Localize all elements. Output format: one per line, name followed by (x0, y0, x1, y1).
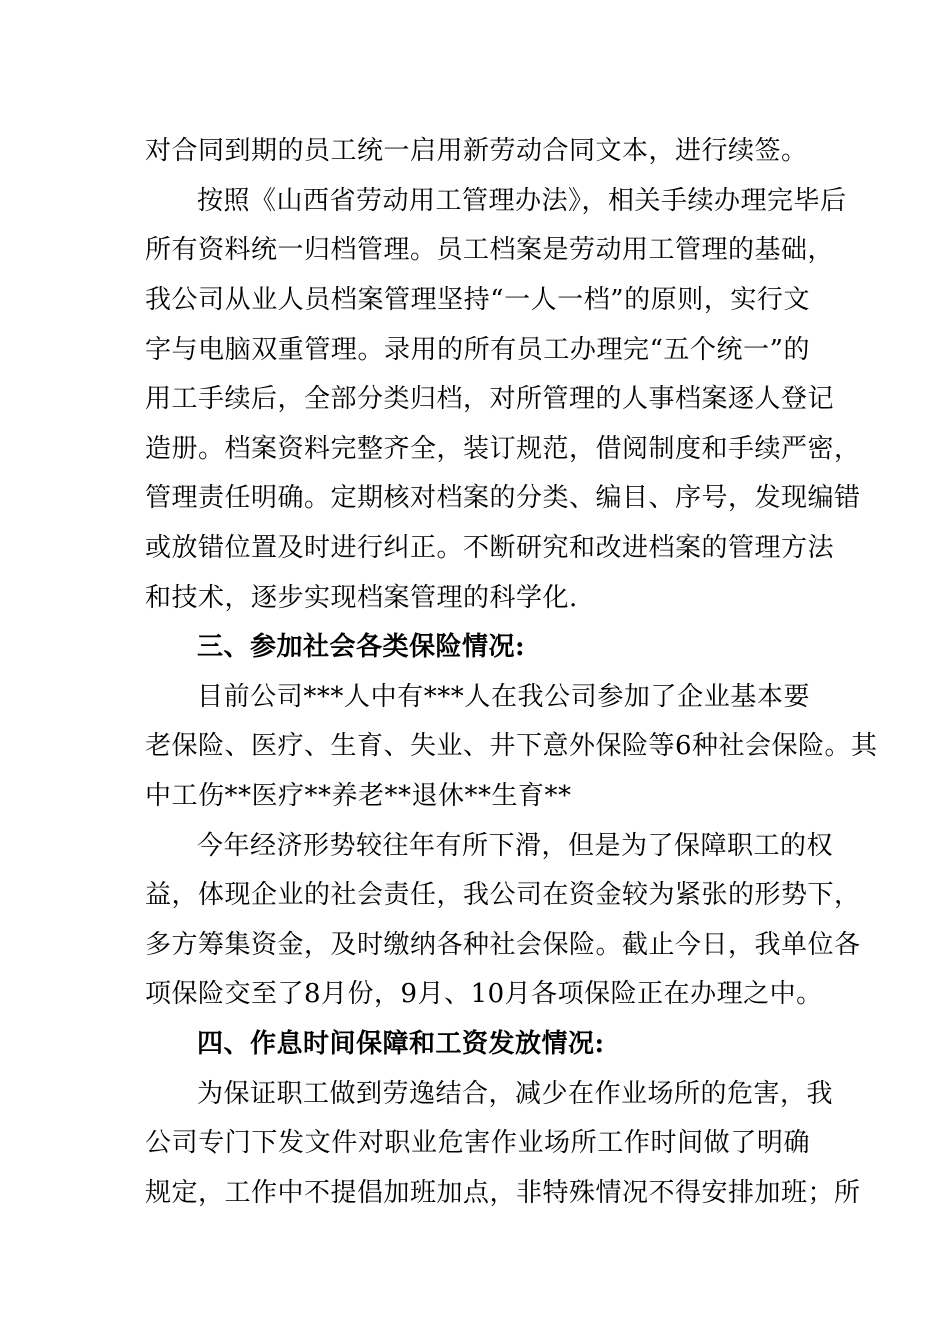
text-line: 目前公司***人中有***人在我公司参加了企业基本要 (197, 682, 810, 712)
section-heading: 四、作息时间保障和工资发放情况: (197, 1029, 605, 1059)
text-line: 用工手续后，全部分类归档，对所管理的人事档案逐人登记 (145, 384, 835, 414)
text-line: 项保险交至了8月份，9月、10月各项保险正在办理之中。 (145, 979, 823, 1009)
text-line: 和技术，逐步实现档案管理的科学化. (145, 583, 578, 613)
text-line: 管理责任明确。定期核对档案的分类、编目、序号，发现编错 (145, 483, 861, 513)
text-line: 今年经济形势较往年有所下滑，但是为了保障职工的权 (197, 831, 834, 861)
text-line: 公司专门下发文件对职业危害作业场所工作时间做了明确 (145, 1128, 810, 1158)
text-line: 按照《山西省劳动用工管理办法》，相关手续办理完毕后 (197, 186, 847, 216)
text-line: 所有资料统一归档管理。员工档案是劳动用工管理的基础， (145, 235, 835, 265)
text-line: 为保证职工做到劳逸结合，减少在作业场所的危害，我 (197, 1079, 834, 1109)
text-line: 造册。档案资料完整齐全，装订规范，借阅制度和手续严密， (145, 434, 861, 464)
text-line: 或放错位置及时进行纠正。不断研究和改进档案的管理方法 (145, 533, 835, 563)
text-line: 字与电脑双重管理。录用的所有员工办理完“五个统一”的 (145, 335, 810, 365)
section-heading: 三、参加社会各类保险情况: (197, 632, 526, 662)
text-line: 中工伤**医疗**养老**退休**生育** (145, 781, 572, 811)
text-line: 我公司从业人员档案管理坚持“一人一档”的原则，实行文 (145, 285, 810, 315)
text-line: 老保险、医疗、生育、失业、井下意外保险等6种社会保险。其 (145, 731, 878, 761)
text-line: 对合同到期的员工统一启用新劳动合同文本，进行续签。 (145, 136, 808, 166)
text-line: 益，体现企业的社会责任，我公司在资金较为紧张的形势下， (145, 880, 861, 910)
text-line: 多方筹集资金，及时缴纳各种社会保险。截止今日，我单位各 (145, 930, 861, 960)
text-line: 规定，工作中不提倡加班加点，非特殊情况不得安排加班；所 (145, 1178, 861, 1208)
